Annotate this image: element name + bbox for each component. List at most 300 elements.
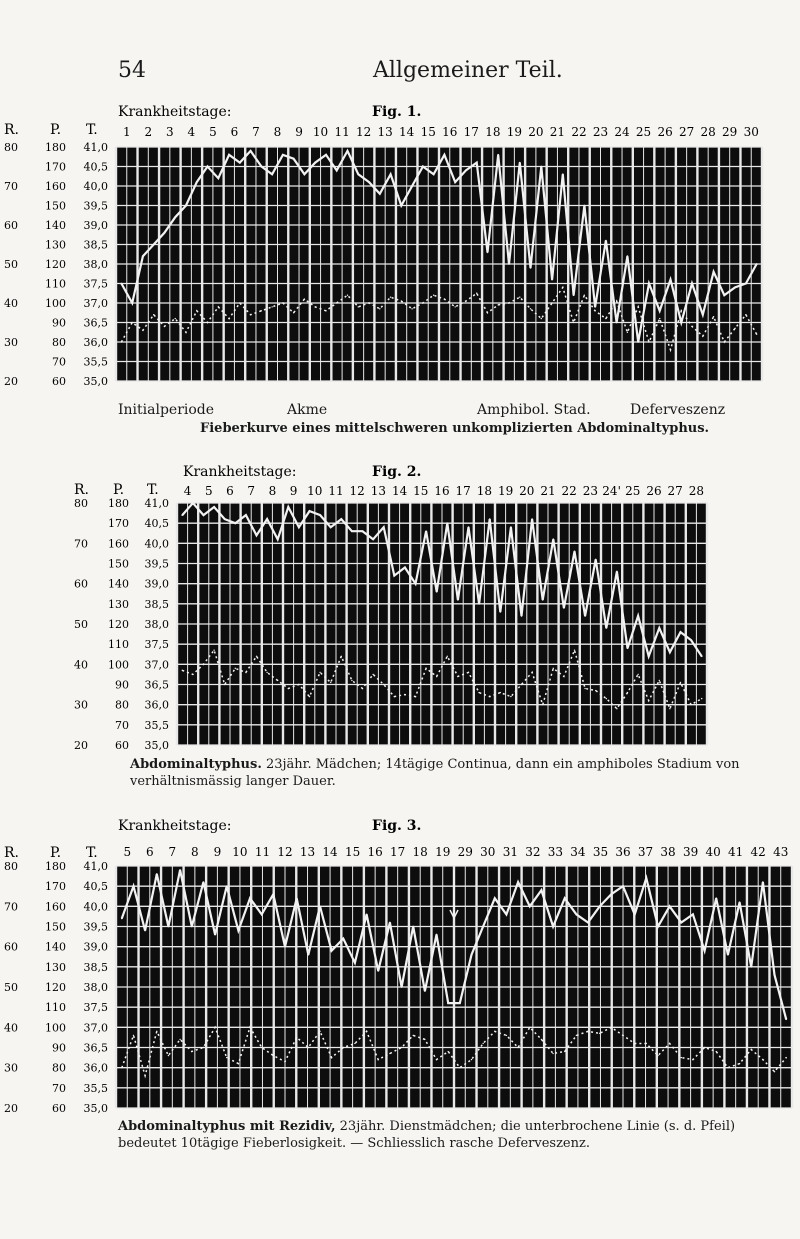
temperature-tick: 38,0 [83, 258, 108, 271]
temperature-point [762, 881, 764, 883]
respiration-tick: 30 [4, 1061, 18, 1075]
temperature-point [179, 869, 181, 871]
day-label: 8 [273, 125, 282, 139]
temperature-tick: 41,0 [83, 860, 108, 873]
day-label: 13 [299, 845, 316, 859]
day-label: 7 [168, 845, 177, 859]
day-label: 8 [191, 845, 199, 859]
figure-label: Fig. 2. [372, 464, 422, 480]
day-label: 19 [435, 845, 451, 859]
respiration-tick: 20 [4, 1102, 18, 1115]
temperature-tick: 37,0 [83, 1021, 108, 1035]
pulse-point [459, 1067, 460, 1068]
respiration-tick: 40 [4, 1021, 18, 1035]
pulse-point [168, 1055, 169, 1056]
day-label: 42 [750, 845, 766, 859]
day-label: 4 [183, 484, 192, 498]
day-label: 27 [667, 484, 683, 498]
temperature-point [144, 930, 146, 932]
day-label: 17 [390, 845, 406, 859]
temperature-point [599, 905, 601, 907]
day-label: 33 [547, 845, 564, 859]
pulse-tick: 180 [45, 141, 66, 154]
pulse-point [552, 1053, 553, 1054]
temperature-point [750, 966, 752, 968]
pulse-point [634, 1043, 635, 1044]
day-label: 23 [592, 125, 609, 139]
temperature-point [226, 885, 228, 887]
pulse-tick: 130 [45, 238, 66, 252]
day-label: 5 [209, 125, 217, 139]
temperature-tick: 40,0 [83, 180, 108, 193]
pulse-point [389, 1053, 390, 1054]
respiration-tick: 60 [4, 219, 18, 232]
pulse-tick: 180 [45, 860, 66, 873]
temperature-point [482, 926, 484, 928]
day-label: 18 [412, 845, 428, 859]
day-label: 10 [312, 125, 329, 139]
page-number: 54 [118, 58, 146, 83]
day-label: 29 [457, 845, 473, 859]
header-r: R. [4, 845, 19, 861]
day-label: 25 [635, 125, 652, 139]
day-label: 10 [307, 484, 323, 498]
pulse-point [308, 1047, 309, 1048]
temperature-point [121, 918, 123, 920]
pulse-tick: 170 [108, 517, 129, 531]
day-label: 16 [367, 845, 383, 859]
temperature-point [774, 974, 776, 976]
temperature-tick: 40,0 [83, 900, 108, 914]
respiration-tick: 40 [74, 658, 88, 672]
day-label: 30 [480, 845, 496, 859]
pulse-point [121, 1067, 122, 1068]
day-label: 11 [334, 125, 350, 139]
temperature-point [168, 926, 170, 928]
pulse-tick: 150 [108, 557, 129, 571]
pulse-point [319, 1031, 320, 1032]
caption-3-bold: Abdominaltyphus mit Rezidiv, [118, 1119, 336, 1134]
pulse-tick: 160 [45, 180, 66, 193]
pulse-point [447, 1051, 448, 1052]
temperature-point [529, 905, 531, 907]
day-label: 40 [705, 845, 721, 859]
day-label: 11 [254, 845, 271, 859]
temperature-point [307, 954, 309, 956]
day-label: 20 [519, 484, 535, 498]
header-p: P. [113, 482, 125, 498]
day-label: 8 [268, 484, 277, 498]
pulse-point [366, 1031, 367, 1032]
day-label: 36 [615, 845, 631, 859]
pulse-point [401, 1047, 402, 1048]
temperature-point [249, 897, 251, 899]
temperature-point [657, 926, 659, 928]
respiration-tick: 30 [4, 336, 18, 349]
pulse-tick: 70 [52, 355, 66, 369]
temperature-tick: 39,0 [83, 940, 108, 954]
header-p: P. [50, 122, 62, 138]
pulse-point [599, 1033, 600, 1034]
temperature-point [237, 930, 239, 932]
pulse-tick: 160 [45, 900, 66, 914]
day-label: 27 [678, 125, 695, 139]
pulse-point [261, 1047, 262, 1048]
temperature-tick: 35,5 [144, 718, 169, 732]
header-r: R. [4, 122, 19, 138]
temperature-tick: 39,0 [144, 577, 169, 591]
day-label: 16 [442, 125, 458, 139]
day-label: 38 [660, 845, 676, 859]
temperature-tick: 39,5 [83, 920, 108, 934]
pulse-point [669, 1043, 670, 1044]
pulse-point [576, 1035, 577, 1036]
temperature-tick: 40,5 [83, 160, 108, 174]
day-label: 20 [528, 125, 544, 139]
pulse-point [681, 1057, 682, 1058]
temperature-point [517, 881, 519, 883]
day-label: 31 [502, 845, 518, 859]
pulse-point [191, 1051, 192, 1052]
respiration-tick: 70 [4, 180, 18, 193]
temperature-tick: 38,5 [83, 960, 108, 974]
respiration-tick: 60 [74, 577, 88, 591]
temperature-point [389, 922, 391, 924]
temperature-point [541, 889, 543, 891]
temperature-tick: 35,0 [83, 1102, 108, 1115]
day-label: 15 [344, 845, 361, 859]
pulse-point [413, 1035, 414, 1036]
temperature-tick: 41,0 [83, 141, 108, 154]
day-label: 17 [463, 125, 479, 139]
temperature-tick: 35,5 [83, 355, 108, 369]
pulse-point [692, 1059, 693, 1060]
temperature-point [447, 1002, 449, 1004]
day-label: 25 [625, 484, 641, 498]
caption-1: Fieberkurve eines mittelschweren unkomplizierten Abdominaltyphus. [200, 421, 710, 436]
day-label: 30 [743, 125, 759, 139]
day-label: 39 [682, 845, 699, 859]
day-label: 37 [637, 845, 654, 859]
day-label: 5 [204, 484, 213, 498]
pulse-tick: 80 [52, 1061, 66, 1075]
day-label: 11 [328, 484, 344, 498]
pulse-tick: 140 [45, 940, 66, 954]
pulse-point [471, 1059, 472, 1060]
temperature-point [401, 986, 403, 988]
day-label: 18 [485, 125, 501, 139]
temperature-tick: 39,0 [83, 219, 108, 232]
day-label: 19 [506, 125, 523, 139]
temperature-tick: 40,5 [144, 517, 169, 531]
respiration-tick: 70 [74, 537, 88, 551]
day-label: 9 [289, 484, 298, 498]
respiration-tick: 70 [4, 900, 18, 914]
pulse-tick: 70 [52, 1081, 66, 1095]
day-label: 2 [144, 125, 153, 139]
pulse-point [785, 1057, 786, 1058]
day-label: 5 [123, 845, 132, 859]
temperature-tick: 38,5 [83, 238, 108, 252]
day-label: 35 [592, 845, 609, 859]
pulse-tick: 110 [45, 277, 66, 291]
pulse-tick: 150 [45, 199, 66, 213]
temperature-tick: 40,0 [144, 537, 169, 551]
phase-initial: Initialperiode [118, 402, 215, 418]
day-label: 28 [700, 125, 716, 139]
temperature-point [284, 946, 286, 948]
day-label: 19 [497, 484, 514, 498]
pulse-tick: 80 [115, 698, 129, 712]
temperature-point [319, 905, 321, 907]
pulse-tick: 120 [45, 258, 66, 271]
pulse-tick: 90 [52, 316, 66, 330]
day-label: 14 [322, 845, 338, 859]
temperature-point [424, 990, 426, 992]
pulse-point [762, 1059, 763, 1060]
temperature-point [296, 897, 298, 899]
stage-label: Krankheitstage: [183, 464, 297, 480]
temperature-point [214, 934, 216, 936]
pulse-tick: 170 [45, 160, 66, 174]
day-label: 29 [722, 125, 738, 139]
temperature-tick: 37,0 [144, 658, 169, 672]
pulse-tick: 100 [45, 1021, 66, 1035]
day-label: 1 [122, 125, 131, 139]
pulse-point [214, 1027, 215, 1028]
day-label: 24 [614, 125, 630, 139]
temperature-point [715, 897, 717, 899]
temperature-point [191, 926, 193, 928]
day-label: 12 [355, 125, 372, 139]
temperature-point [377, 970, 379, 972]
pulse-point [378, 1059, 379, 1060]
respiration-tick: 30 [74, 698, 88, 712]
pulse-point [273, 1055, 274, 1056]
temperature-point [704, 950, 706, 952]
day-label: 34 [570, 845, 586, 859]
temperature-tick: 36,0 [83, 1061, 108, 1075]
day-label: 18 [476, 484, 493, 498]
temperature-tick: 39,5 [144, 557, 169, 571]
pulse-point [424, 1039, 425, 1040]
pulse-point [716, 1051, 717, 1052]
figure-label: Fig. 3. [372, 818, 422, 834]
caption-2-bold: Abdominaltyphus. [130, 757, 262, 772]
pulse-tick: 70 [115, 718, 129, 732]
pulse-point [646, 1043, 647, 1044]
temperature-point [366, 914, 368, 916]
temperature-point [727, 954, 729, 956]
temperature-point [506, 914, 508, 916]
pulse-point [506, 1035, 507, 1036]
temperature-tick: 38,0 [144, 618, 169, 631]
day-label: 16 [434, 484, 450, 498]
pulse-tick: 120 [108, 618, 129, 631]
respiration-tick: 20 [4, 375, 18, 388]
day-label: 24' [602, 484, 621, 498]
day-label: 26 [657, 125, 673, 139]
day-label: 10 [232, 845, 248, 859]
pulse-tick: 180 [108, 497, 129, 510]
temperature-tick: 35,0 [83, 375, 108, 388]
pulse-point [156, 1031, 157, 1032]
pulse-point [657, 1055, 658, 1056]
temperature-point [203, 881, 205, 883]
pulse-point [517, 1047, 518, 1048]
pulse-point [284, 1061, 285, 1062]
pulse-point [727, 1067, 728, 1068]
day-label: 22 [561, 484, 577, 498]
temperature-point [552, 926, 554, 928]
pulse-tick: 100 [108, 658, 129, 672]
caption-2-text: 23jähr. Mädchen; 14tägige Continua, dann ein amphiboles Stadium von verhältnismässig langer Dauer. [130, 757, 740, 789]
day-label: 12 [349, 484, 365, 498]
pulse-tick: 140 [108, 577, 129, 591]
temperature-point [494, 897, 496, 899]
pulse-point [704, 1047, 705, 1048]
temperature-point [342, 938, 344, 940]
pulse-tick: 160 [108, 537, 129, 551]
temperature-point [156, 873, 158, 875]
day-label: 23 [582, 484, 599, 498]
temperature-point [587, 922, 589, 924]
pulse-point [622, 1035, 623, 1036]
respiration-tick: 80 [4, 860, 18, 873]
day-label: 9 [295, 125, 303, 139]
respiration-tick: 80 [4, 141, 18, 154]
stage-label: Krankheitstage: [118, 818, 232, 834]
temperature-tick: 38,0 [83, 981, 108, 994]
pulse-tick: 90 [115, 678, 129, 692]
caption-3 [118, 1118, 778, 1152]
pulse-point [494, 1031, 495, 1032]
pulse-point [611, 1027, 612, 1028]
day-label: 15 [420, 125, 436, 139]
pulse-tick: 90 [52, 1041, 66, 1055]
temperature-point [645, 877, 647, 879]
pulse-point [249, 1027, 250, 1028]
temperature-point [692, 914, 694, 916]
day-label: 21 [540, 484, 556, 498]
pulse-tick: 130 [108, 597, 129, 611]
temperature-point [669, 905, 671, 907]
pulse-point [751, 1049, 752, 1050]
day-label: 14 [399, 125, 415, 139]
temperature-point [785, 1018, 787, 1020]
day-label: 41 [728, 845, 744, 859]
day-label: 32 [525, 845, 541, 859]
temperature-point [354, 962, 356, 964]
pulse-tick: 100 [45, 297, 66, 310]
header-t: T. [147, 482, 159, 498]
day-label: 7 [252, 125, 260, 139]
pulse-point [144, 1075, 145, 1076]
figure-label: Fig. 1. [372, 104, 422, 120]
temperature-point [331, 950, 333, 952]
pulse-point [343, 1047, 344, 1048]
respiration-tick: 50 [4, 258, 18, 271]
temperature-tick: 36,5 [83, 316, 108, 330]
day-label: 26 [646, 484, 662, 498]
caption-3-text: 23jähr. Dienstmädchen; die unterbrochene Linie (s. d. Pfeil) bedeutet 10tägige Fieberlosigkeit. — Schliesslich rasche Deferveszenz. [118, 1119, 736, 1151]
temperature-point [564, 897, 566, 899]
temperature-tick: 38,5 [144, 597, 169, 611]
pulse-point [436, 1059, 437, 1060]
temperature-tick: 37,5 [83, 277, 108, 291]
phase-amphibol: Amphibol. Stad. [477, 402, 591, 418]
day-label: 12 [277, 845, 293, 859]
day-label: 43 [773, 845, 789, 859]
temperature-point [412, 926, 414, 928]
day-label: 7 [247, 484, 256, 498]
pulse-tick: 170 [45, 880, 66, 894]
temperature-point [680, 922, 682, 924]
pulse-point [354, 1043, 355, 1044]
phase-deferveszenz: Deferveszenz [630, 402, 726, 418]
pulse-point [203, 1047, 204, 1048]
temperature-tick: 36,5 [144, 678, 169, 692]
pulse-tick: 80 [52, 336, 66, 349]
pulse-tick: 60 [52, 375, 66, 388]
pulse-point [179, 1039, 180, 1040]
pulse-point [739, 1063, 740, 1064]
header-p: P. [50, 845, 62, 861]
pulse-point [587, 1031, 588, 1032]
phase-akme: Akme [287, 402, 328, 418]
day-label: 13 [370, 484, 387, 498]
pulse-point [331, 1057, 332, 1058]
respiration-tick: 20 [74, 739, 88, 752]
temperature-tick: 41,0 [144, 497, 169, 510]
respiration-tick: 40 [4, 297, 18, 310]
pulse-point [482, 1043, 483, 1044]
pulse-point [133, 1035, 134, 1036]
pulse-tick: 140 [45, 219, 66, 232]
temperature-point [471, 954, 473, 956]
day-label: 28 [688, 484, 705, 498]
respiration-tick: 60 [4, 940, 18, 954]
pulse-point [296, 1037, 297, 1038]
temperature-tick: 36,5 [83, 1041, 108, 1055]
temperature-tick: 39,5 [83, 199, 108, 213]
temperature-point [436, 934, 438, 936]
temperature-tick: 37,0 [83, 297, 108, 310]
temperature-point [634, 914, 636, 916]
temperature-point [739, 901, 741, 903]
header-t: T. [86, 845, 98, 861]
respiration-tick: 50 [74, 618, 88, 631]
temperature-tick: 36,0 [144, 698, 169, 712]
header-r: R. [74, 482, 89, 498]
pulse-tick: 130 [45, 960, 66, 974]
pulse-tick: 120 [45, 981, 66, 994]
day-label: 6 [226, 484, 234, 498]
temperature-tick: 40,5 [83, 880, 108, 894]
temperature-point [133, 885, 135, 887]
temperature-point [459, 1002, 461, 1004]
pulse-point [774, 1071, 775, 1072]
respiration-tick: 50 [4, 981, 18, 994]
pulse-point [529, 1027, 530, 1028]
temperature-tick: 37,5 [144, 638, 169, 652]
temperature-tick: 35,0 [144, 739, 169, 752]
running-title: Allgemeiner Teil. [373, 58, 563, 83]
pulse-point [238, 1063, 239, 1064]
day-label: 21 [549, 125, 566, 139]
temperature-point [610, 893, 612, 895]
stage-label: Krankheitstage: [118, 104, 232, 120]
